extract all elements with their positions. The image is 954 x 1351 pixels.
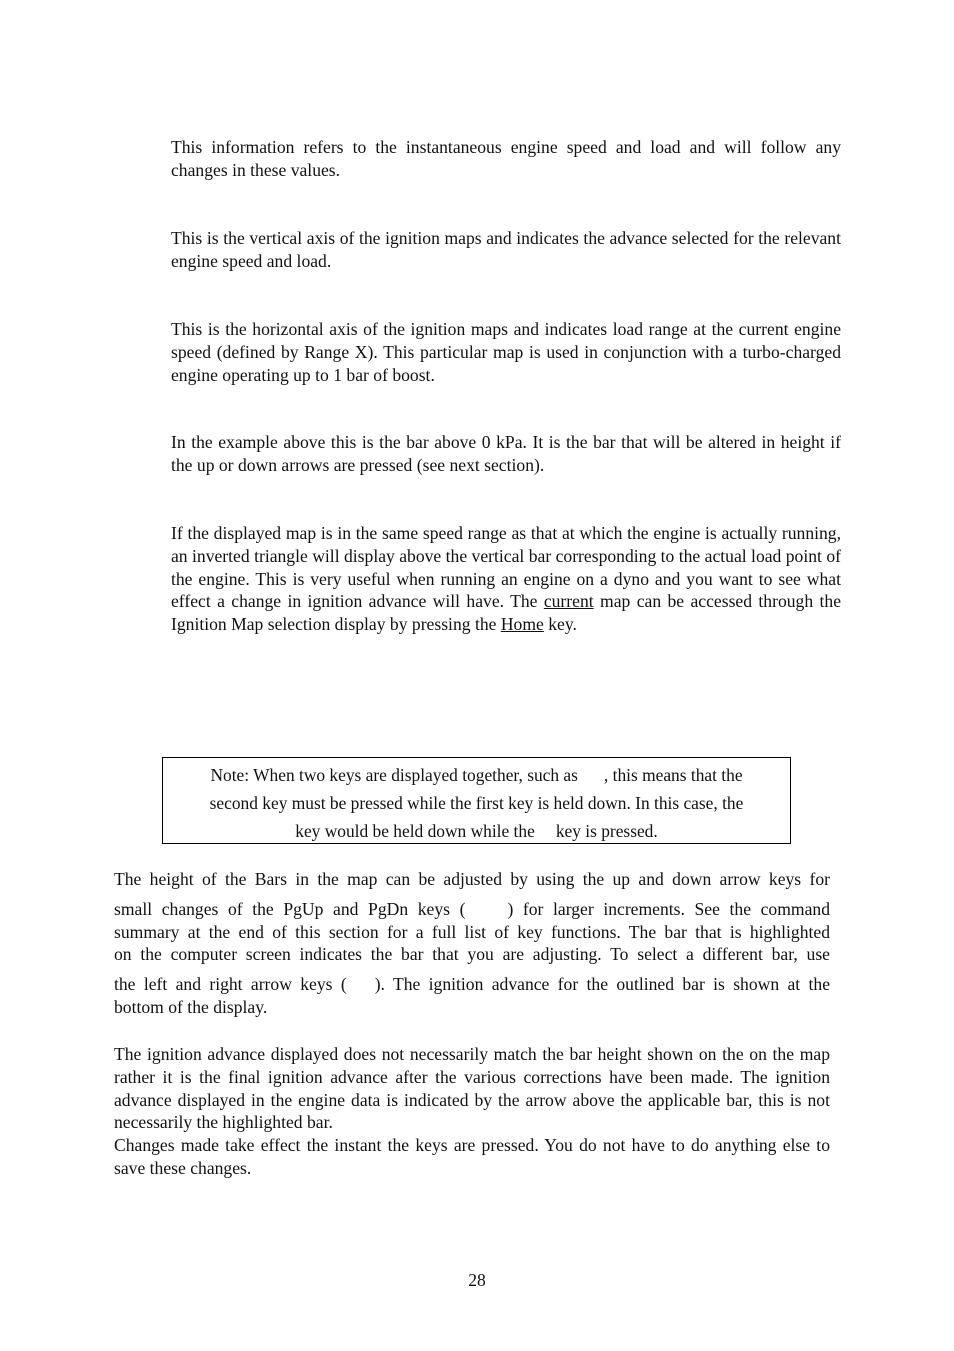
note-text: key would be held down while the — [295, 821, 535, 841]
highlighted-bar-paragraph: In the example above this is the bar above 0 kPa. It is the bar that will be altered in height if the up or down arrows are pressed (see next section). — [171, 432, 841, 475]
note-line-2: second key must be pressed while the first key is held down. In this case, the — [209, 793, 744, 813]
note-line-1 — [163, 761, 790, 789]
triangle-text-start: If the displayed map is in the same speed range as that at which the engine is actually running, an inverted triangle will display above the vertical bar corresponding to the actual load point of the engine. This is very useful when running an engine on a dyno and you want to see what effect a change in ignition advance will have. The — [171, 523, 841, 612]
bar-height-line: bottom of the display. — [114, 996, 268, 1017]
triangle-text-end: key. — [543, 614, 577, 635]
changes-paragraph: Changes made take effect the instant the keys are pressed. You do not have to do anything else to save these changes. — [114, 1135, 830, 1178]
note-text: key is pressed. — [555, 821, 658, 841]
bar-height-line — [114, 898, 830, 921]
note-line-3 — [163, 817, 790, 845]
bar-height-paragraph — [114, 868, 830, 1019]
bar-height-line: on the computer screen indicates the bar that you are adjusting. To select a different bar, use — [114, 944, 830, 965]
bar-height-text: ). The ignition advance for the outlined bar is shown at the — [374, 974, 830, 995]
horizontal-axis-paragraph: This is the horizontal axis of the ignition maps and indicates load range at the current engine speed (defined by Range X). This particular map is used in conjunction with a turbo-charged engine operating up to 1 bar of boost. — [171, 319, 841, 385]
note-text: , this means that the — [603, 765, 743, 785]
advance-display-paragraph: The ignition advance displayed does not necessarily match the bar height shown on the on the map rather it is the final ignition advance after the various corrections have been made. The ignition advance displayed in the engine data is indicated by the arrow above the applicable bar, this is not necessarily the highlighted bar. — [114, 1044, 830, 1133]
bar-height-line — [114, 973, 830, 996]
bar-height-line: The height of the Bars in the map can be adjusted by using the up and down arrow keys for — [114, 869, 830, 889]
engine-data-paragraph: This information refers to the instantaneous engine speed and load and will follow any changes in these values. — [171, 137, 841, 180]
note-box — [162, 757, 791, 844]
note-text: Note: When two keys are displayed together, such as — [210, 765, 578, 785]
bar-height-text: small changes of the PgUp and PgDn keys ( — [114, 898, 466, 919]
vertical-axis-paragraph: This is the vertical axis of the ignition maps and indicates the advance selected for the relevant engine speed and load. — [171, 228, 841, 271]
triangle-text-middle: map can be accessed through the Ignition Map selection display by pressing the — [171, 591, 842, 635]
current-link[interactable]: current — [543, 591, 594, 612]
bar-height-text: the left and right arrow keys ( — [114, 974, 347, 995]
bar-height-line: summary at the end of this section for a full list of key functions. The bar that is highlighted — [114, 921, 830, 942]
home-link[interactable]: Home — [500, 614, 544, 635]
inverted-triangle-paragraph — [171, 522, 841, 636]
page-number: 28 — [468, 1270, 486, 1290]
bar-height-text: ) for larger increments. See the command — [507, 898, 830, 919]
